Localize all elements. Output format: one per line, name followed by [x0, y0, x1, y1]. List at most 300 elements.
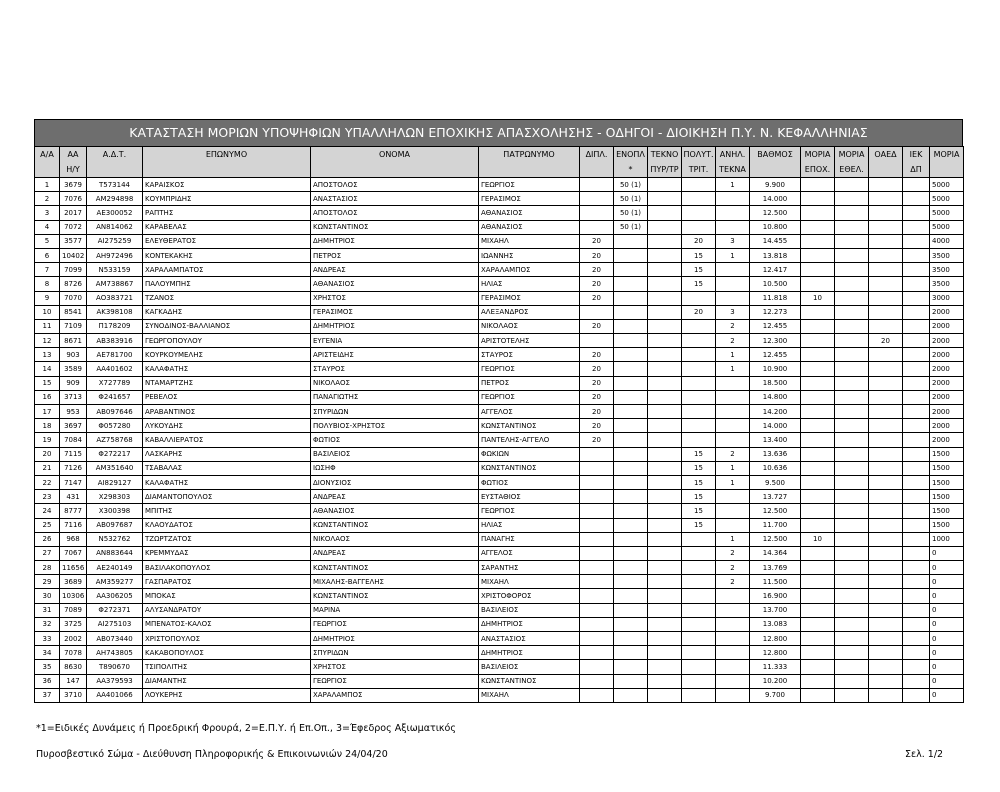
table-cell [580, 475, 614, 489]
table-header [35, 147, 964, 178]
table-cell: 28 [35, 561, 60, 575]
table-cell: ΑΗ743805 [87, 646, 143, 660]
table-cell [682, 646, 716, 660]
table-cell: 2000 [930, 433, 964, 447]
table-cell: 11.333 [750, 660, 801, 674]
table-cell: 12.455 [750, 348, 801, 362]
table-cell [648, 362, 682, 376]
table-cell: ΣΤΑΥΡΟΣ [479, 348, 580, 362]
table-cell: ΠΕΤΡΟΣ [311, 248, 479, 262]
table-row [35, 433, 964, 447]
table-cell [580, 206, 614, 220]
table-cell [580, 660, 614, 674]
table-cell [869, 490, 903, 504]
column-header [750, 162, 801, 178]
table-cell [682, 405, 716, 419]
table-cell: 16 [35, 390, 60, 404]
table-cell: ΑΑ306205 [87, 589, 143, 603]
column-header: ΠΑΤΡΩΝΥΜΟ [479, 147, 580, 163]
table-cell: ΑΝΔΡΕΑΣ [311, 490, 479, 504]
table-cell [614, 461, 648, 475]
table-cell [801, 277, 835, 291]
table-cell [835, 319, 869, 333]
table-row [35, 632, 964, 646]
table-cell [903, 206, 930, 220]
table-cell: 10.636 [750, 461, 801, 475]
table-cell [648, 376, 682, 390]
table-cell: ΓΑΣΠΑΡΑΤΟΣ [143, 575, 311, 589]
table-cell: 11 [35, 319, 60, 333]
column-header: ΙΕΚ [903, 147, 930, 163]
table-title: ΚΑΤΑΣΤΑΣΗ ΜΟΡΙΩΝ ΥΠΟΨΗΦΙΩΝ ΥΠΑΛΛΗΛΩΝ ΕΠΟΧΙΚΗΣ ΑΠΑΣΧΟΛΗΣΗΣ - ΟΔΗΓΟΙ - ΔΙΟΙΚΗΣΗ Π.Υ. Ν. ΚΕΦΑΛΛΗΝΙΑΣ [34, 119, 963, 146]
table-cell: 20 [682, 305, 716, 319]
table-cell: ΑΝΑΣΤΑΣΙΟΣ [479, 632, 580, 646]
table-cell: 10 [801, 291, 835, 305]
table-cell [835, 617, 869, 631]
table-cell: ΑΘΑΝΑΣΙΟΣ [479, 206, 580, 220]
table-cell [869, 192, 903, 206]
table-row [35, 362, 964, 376]
table-cell [682, 348, 716, 362]
table-cell: 3679 [60, 178, 87, 192]
table-cell [716, 405, 750, 419]
table-cell: ΑΜ738867 [87, 277, 143, 291]
table-cell [580, 589, 614, 603]
table-cell: ΑΠΟΣΤΟΛΟΣ [311, 206, 479, 220]
table-cell: 1500 [930, 447, 964, 461]
table-cell [903, 646, 930, 660]
table-cell: ΓΕΩΡΓΙΟΣ [479, 178, 580, 192]
table-cell: ΧΡΗΣΤΟΣ [311, 291, 479, 305]
table-cell: ΑΘΑΝΑΣΙΟΣ [311, 277, 479, 291]
table-row [35, 447, 964, 461]
table-cell: ΣΑΡΑΝΤΗΣ [479, 561, 580, 575]
table-cell [614, 433, 648, 447]
table-row [35, 234, 964, 248]
table-cell: ΜΙΧΑΗΛ [479, 688, 580, 702]
table-cell: 29 [35, 575, 60, 589]
table-cell [801, 617, 835, 631]
table-cell [614, 376, 648, 390]
table-cell [869, 319, 903, 333]
table-cell: 5000 [930, 220, 964, 234]
table-cell: ΑΒ097687 [87, 518, 143, 532]
table-cell: 11656 [60, 561, 87, 575]
table-cell [903, 575, 930, 589]
table-cell [682, 688, 716, 702]
table-cell [835, 575, 869, 589]
table-row [35, 390, 964, 404]
table-cell [835, 490, 869, 504]
page-number: Σελ. 1/2 [905, 749, 944, 760]
table-cell: ΣΠΥΡΙΔΩΝ [311, 646, 479, 660]
table-row [35, 518, 964, 532]
table-row [35, 504, 964, 518]
table-cell: 5000 [930, 178, 964, 192]
table-cell [835, 419, 869, 433]
table-cell [835, 518, 869, 532]
table-cell [682, 617, 716, 631]
table-cell: ΓΕΡΑΣΙΜΟΣ [479, 291, 580, 305]
table-cell: ΒΑΣΙΛΕΙΟΣ [479, 660, 580, 674]
table-cell: ΚΑΛΑΦΑΤΗΣ [143, 475, 311, 489]
table-cell: ΠΑΝΤΕΛΗΣ-ΑΓΓΕΛΟ [479, 433, 580, 447]
column-header: ΜΟΡΙΑ [835, 147, 869, 163]
column-header: ΒΑΘΜΟΣ [750, 147, 801, 163]
table-cell: ΓΕΩΡΓΙΟΣ [479, 504, 580, 518]
table-cell: 7084 [60, 433, 87, 447]
table-cell [903, 362, 930, 376]
table-cell [869, 348, 903, 362]
table-cell: ΑΘΑΝΑΣΙΟΣ [479, 220, 580, 234]
table-cell [801, 433, 835, 447]
table-cell: ΑΕ781700 [87, 348, 143, 362]
column-header: ΕΠΩΝΥΜΟ [143, 147, 311, 163]
table-cell [614, 660, 648, 674]
table-cell: 10.200 [750, 674, 801, 688]
table-cell [835, 334, 869, 348]
table-cell [648, 646, 682, 660]
table-row [35, 532, 964, 546]
table-cell [801, 390, 835, 404]
column-header: ΕΠΟΧ. [801, 162, 835, 178]
table-cell [903, 461, 930, 475]
table-cell [614, 532, 648, 546]
table-cell: 20 [580, 234, 614, 248]
table-cell: 20 [580, 390, 614, 404]
table-cell: 26 [35, 532, 60, 546]
table-cell: 5 [35, 234, 60, 248]
table-cell: 3500 [930, 248, 964, 262]
table-cell [614, 546, 648, 560]
table-cell [580, 334, 614, 348]
table-cell [903, 390, 930, 404]
table-cell: 12.417 [750, 263, 801, 277]
table-cell: ΑΕ300052 [87, 206, 143, 220]
column-header [311, 162, 479, 178]
table-cell [869, 248, 903, 262]
table-cell: ΑΒ073440 [87, 632, 143, 646]
table-cell: 50 (1) [614, 220, 648, 234]
table-cell [614, 277, 648, 291]
table-cell: ΣΥΝΟΔΙΝΟΣ-ΒΑΛΛΙΑΝΟΣ [143, 319, 311, 333]
table-cell [801, 461, 835, 475]
column-header [580, 162, 614, 178]
table-cell: ΓΕΡΑΣΙΜΟΣ [479, 192, 580, 206]
table-cell [903, 475, 930, 489]
table-cell [801, 348, 835, 362]
column-header: ΑΑ [60, 147, 87, 163]
table-cell: 14.000 [750, 192, 801, 206]
table-cell: 20 [580, 263, 614, 277]
table-cell: 903 [60, 348, 87, 362]
table-cell [614, 475, 648, 489]
table-cell: 3725 [60, 617, 87, 631]
table-cell [903, 376, 930, 390]
table-cell [903, 405, 930, 419]
table-cell [648, 305, 682, 319]
table-cell [682, 319, 716, 333]
table-cell [869, 504, 903, 518]
table-cell: 2 [716, 575, 750, 589]
table-cell [682, 561, 716, 575]
table-cell: ΓΕΡΑΣΙΜΟΣ [311, 305, 479, 319]
table-cell [903, 419, 930, 433]
table-cell: ΚΩΝΣΤΑΝΤΙΝΟΣ [479, 674, 580, 688]
table-cell: ΚΑΒΑΛΛΙΕΡΑΤΟΣ [143, 433, 311, 447]
column-header: Η/Υ [60, 162, 87, 178]
table-cell: 2000 [930, 334, 964, 348]
table-cell: 0 [930, 617, 964, 631]
table-cell: 8541 [60, 305, 87, 319]
table-cell: ΠΑΝΑΓΗΣ [479, 532, 580, 546]
table-cell: 0 [930, 688, 964, 702]
table-cell [716, 206, 750, 220]
table-cell: 1500 [930, 475, 964, 489]
table-row [35, 660, 964, 674]
table-cell: 968 [60, 532, 87, 546]
table-cell: ΝΙΚΟΛΑΟΣ [311, 532, 479, 546]
table-cell: 12 [35, 334, 60, 348]
table-cell [648, 632, 682, 646]
column-header: Α.Δ.Τ. [87, 147, 143, 163]
table-cell: 14.455 [750, 234, 801, 248]
table-cell [648, 447, 682, 461]
table-cell: ΚΩΝΣΤΑΝΤΙΝΟΣ [311, 589, 479, 603]
table-cell [835, 589, 869, 603]
table-cell [869, 206, 903, 220]
table-cell [869, 632, 903, 646]
column-header: ΔΙΠΛ. [580, 147, 614, 163]
table-cell: 2000 [930, 419, 964, 433]
table-cell: ΚΑΚΑΒΟΠΟΥΛΟΣ [143, 646, 311, 660]
table-cell: ΚΑΓΚΑΔΗΣ [143, 305, 311, 319]
table-cell [801, 688, 835, 702]
table-cell: ΠΕΤΡΟΣ [479, 376, 580, 390]
table-cell: 50 (1) [614, 192, 648, 206]
table-cell [869, 433, 903, 447]
table-cell [614, 617, 648, 631]
table-cell: ΠΑΛΟΥΜΠΗΣ [143, 277, 311, 291]
table-cell: 11.700 [750, 518, 801, 532]
table-cell [835, 178, 869, 192]
table-cell [835, 220, 869, 234]
table-cell: ΑΜ294898 [87, 192, 143, 206]
table-cell: 10 [35, 305, 60, 319]
table-cell: 3710 [60, 688, 87, 702]
table-cell [801, 660, 835, 674]
table-cell: 1500 [930, 490, 964, 504]
table-cell: ΜΙΧΑΗΛ [479, 234, 580, 248]
table-cell [835, 291, 869, 305]
table-cell: ΓΕΩΡΓΙΟΣ [479, 390, 580, 404]
table-cell [835, 447, 869, 461]
table-cell: 15 [682, 475, 716, 489]
table-cell: 20 [580, 433, 614, 447]
table-cell: ΑΒ097646 [87, 405, 143, 419]
table-cell [682, 192, 716, 206]
table-cell: 18 [35, 419, 60, 433]
table-cell [648, 575, 682, 589]
table-cell [903, 688, 930, 702]
table-cell: 1 [716, 178, 750, 192]
table-cell [682, 603, 716, 617]
table-cell: 20 [35, 447, 60, 461]
table-cell [801, 362, 835, 376]
table-row [35, 561, 964, 575]
table-cell [869, 419, 903, 433]
column-header: ΟΑΕΔ [869, 147, 903, 163]
table-cell [716, 433, 750, 447]
column-header: ΠΟΛΥΤ. [682, 147, 716, 163]
table-cell [869, 178, 903, 192]
table-cell [648, 192, 682, 206]
table-cell: 1 [716, 475, 750, 489]
table-row [35, 376, 964, 390]
table-cell: ΑΡΙΣΤΟΤΕΛΗΣ [479, 334, 580, 348]
table-cell: Ν532762 [87, 532, 143, 546]
table-cell [869, 291, 903, 305]
table-cell: ΡΕΒΕΛΟΣ [143, 390, 311, 404]
table-cell [869, 277, 903, 291]
table-cell: 12.273 [750, 305, 801, 319]
table-cell [580, 532, 614, 546]
table-cell [835, 674, 869, 688]
table-cell: 2017 [60, 206, 87, 220]
table-cell: 10 [801, 532, 835, 546]
table-row [35, 348, 964, 362]
table-cell [903, 674, 930, 688]
table-cell [580, 575, 614, 589]
table-cell: 24 [35, 504, 60, 518]
table-cell: 12.455 [750, 319, 801, 333]
table-cell: ΑΑ401602 [87, 362, 143, 376]
column-header: ΜΟΡΙΑ [801, 147, 835, 163]
table-cell [903, 447, 930, 461]
table-cell [682, 674, 716, 688]
table-row [35, 546, 964, 560]
table-cell [869, 660, 903, 674]
table-cell: 2000 [930, 390, 964, 404]
table-cell: 0 [930, 660, 964, 674]
table-cell [869, 461, 903, 475]
table-cell: 7116 [60, 518, 87, 532]
table-cell: ΤΖΩΡΤΖΑΤΟΣ [143, 532, 311, 546]
table-cell [580, 490, 614, 504]
table-cell [869, 390, 903, 404]
column-header [869, 162, 903, 178]
table-cell [801, 206, 835, 220]
table-cell [648, 334, 682, 348]
table-cell: 4000 [930, 234, 964, 248]
table-cell [835, 348, 869, 362]
table-cell: 20 [580, 419, 614, 433]
table-cell [580, 305, 614, 319]
table-cell: ΜΠΙΤΗΣ [143, 504, 311, 518]
table-cell: 2000 [930, 319, 964, 333]
table-cell: 13.083 [750, 617, 801, 631]
table-cell: 14.800 [750, 390, 801, 404]
table-cell: ΕΥΓΕΝΙΑ [311, 334, 479, 348]
table-cell [648, 504, 682, 518]
table-row [35, 688, 964, 702]
table-cell [869, 688, 903, 702]
table-cell: 19 [35, 433, 60, 447]
table-cell [801, 475, 835, 489]
table-cell: ΑΙ829127 [87, 475, 143, 489]
table-cell [801, 575, 835, 589]
table-cell [682, 362, 716, 376]
table-cell [903, 603, 930, 617]
table-cell: 15 [682, 447, 716, 461]
table-cell: ΚΩΝΣΤΑΝΤΙΝΟΣ [479, 461, 580, 475]
table-cell [835, 532, 869, 546]
table-cell [682, 589, 716, 603]
table-cell: 10306 [60, 589, 87, 603]
table-cell [682, 206, 716, 220]
table-cell [869, 561, 903, 575]
table-cell: 13 [35, 348, 60, 362]
table-cell [716, 263, 750, 277]
table-cell [903, 263, 930, 277]
table-cell: 15 [35, 376, 60, 390]
table-cell: ΔΗΜΗΤΡΙΟΣ [311, 632, 479, 646]
table-cell [648, 490, 682, 504]
table-cell [614, 334, 648, 348]
table-cell [869, 646, 903, 660]
table-cell [682, 178, 716, 192]
table-cell: ΜΙΧΑΛΗΣ-ΒΑΓΓΕΛΗΣ [311, 575, 479, 589]
table-cell: ΤΖΑΝΟΣ [143, 291, 311, 305]
table-cell [580, 561, 614, 575]
table-cell: ΒΑΣΙΛΕΙΟΣ [479, 603, 580, 617]
table-cell: Φ272371 [87, 603, 143, 617]
table-cell: 1 [716, 532, 750, 546]
table-row [35, 475, 964, 489]
table-cell: ΧΑΡΑΛΑΜΠΟΣ [311, 688, 479, 702]
table-cell [648, 674, 682, 688]
table-cell: 3500 [930, 277, 964, 291]
table-cell: 9 [35, 291, 60, 305]
table-body [35, 178, 964, 703]
table-cell [614, 504, 648, 518]
table-cell [801, 518, 835, 532]
table-cell: 13.700 [750, 603, 801, 617]
table-cell: 3 [35, 206, 60, 220]
table-cell: ΔΙΑΜΑΝΤΗΣ [143, 674, 311, 688]
table-cell [869, 220, 903, 234]
table-cell: 11.818 [750, 291, 801, 305]
table-cell [648, 475, 682, 489]
table-cell [903, 589, 930, 603]
table-cell [614, 405, 648, 419]
table-cell: ΔΗΜΗΤΡΙΟΣ [479, 617, 580, 631]
table-row [35, 617, 964, 631]
table-cell [903, 490, 930, 504]
table-cell [903, 277, 930, 291]
table-cell [580, 546, 614, 560]
column-header: ΠΥΡ/ΤΡ [648, 162, 682, 178]
table-cell [801, 447, 835, 461]
table-cell [835, 504, 869, 518]
table-cell [580, 192, 614, 206]
table-cell: ΑΒ383916 [87, 334, 143, 348]
table-cell: ΑΜ351640 [87, 461, 143, 475]
table-cell: ΑΓΓΕΛΟΣ [479, 405, 580, 419]
table-cell: 12.500 [750, 532, 801, 546]
table-cell: 12.500 [750, 206, 801, 220]
table-cell [580, 674, 614, 688]
